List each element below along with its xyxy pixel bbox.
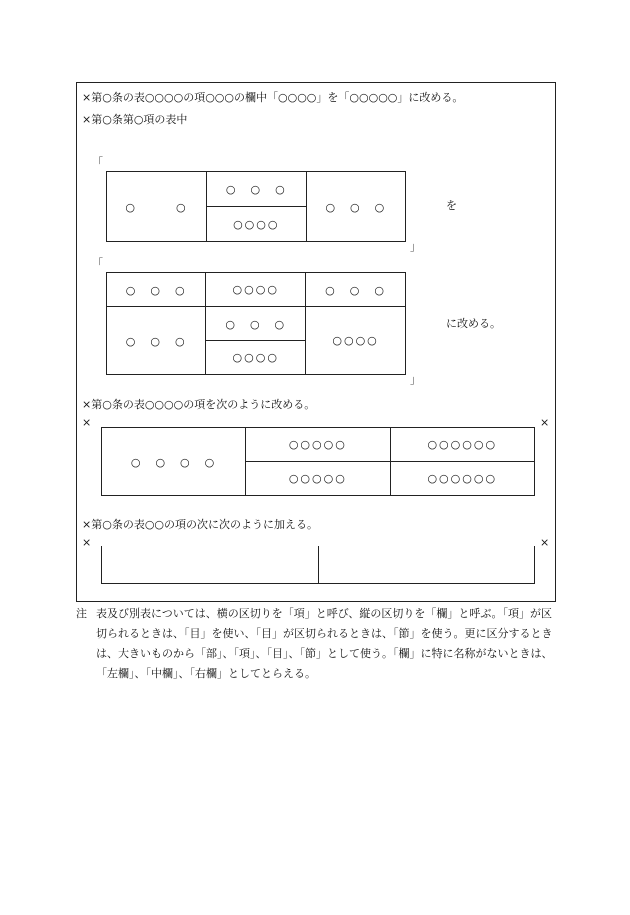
table-after-r1c3: ○ ○ ○ [306, 273, 406, 307]
table-replace-mid-bottom: ○○○○○ [246, 462, 390, 496]
cross-mark-right: × [540, 536, 550, 549]
instruction-line-4: ×第○条の表○○の項の次に次のように加える。 [82, 518, 319, 531]
cross-mark-left: × [82, 416, 92, 429]
table-replace-right-top: ○○○○○○ [390, 428, 534, 462]
table-before-right: ○ ○ ○ [306, 172, 405, 242]
table-replace-left: ○ ○ ○ ○ [102, 428, 246, 496]
close-bracket: 」 [410, 373, 421, 386]
table-replace-mid-top: ○○○○○ [246, 428, 390, 462]
instruction-line-2: ×第○条第○項の表中 [82, 113, 188, 126]
footnote-label: 注 [76, 607, 87, 620]
instruction-line-3: ×第○条の表○○○○の項を次のように改める。 [82, 398, 316, 411]
suffix-aratameru: に改める。 [446, 317, 501, 330]
table-add-empty [101, 546, 535, 584]
footnote-text: 表及び別表については、横の区切りを「項」と呼び、縦の区切りを「欄」と呼ぶ。「項」が区切られるときは、「目」を使い、「目」が区切られるときは、「節」を使う。更に区分するときは、大きいものから「部」、「項」、「目」、「節」として使う。「欄」に特に名称がないときは、「左欄」、「中欄」、「右欄」としてとらえる。 [96, 607, 553, 680]
table-after-r1c2: ○○○○ [206, 273, 306, 307]
table-add-divider [318, 546, 319, 583]
open-bracket: 「 [92, 156, 103, 169]
table-before-left: ○ ○ [107, 172, 207, 242]
cross-mark-right: × [540, 416, 550, 429]
cross-mark-left: × [82, 536, 92, 549]
suffix-wo: を [446, 199, 457, 212]
table-before-mid-top: ○ ○ ○ [206, 172, 306, 207]
table-after-r2c2-top: ○ ○ ○ [206, 307, 306, 341]
table-after-r2c1: ○ ○ ○ [107, 307, 206, 375]
table-after-r2c2-bottom: ○○○○ [206, 341, 306, 375]
table-before [106, 171, 406, 242]
table-replace [101, 427, 535, 496]
close-bracket: 」 [410, 240, 421, 253]
table-replace-right-bottom: ○○○○○○ [390, 462, 534, 496]
table-after-r1c1: ○ ○ ○ [107, 273, 206, 307]
table-after-r2c3: ○○○○ [306, 307, 406, 375]
open-bracket: 「 [92, 257, 103, 270]
table-before-mid-bottom: ○○○○ [206, 207, 306, 242]
instruction-line-1: ×第○条の表○○○○の項○○○の欄中「○○○○」を「○○○○○」に改める。 [82, 91, 464, 104]
table-after [106, 272, 406, 375]
footnote [76, 604, 560, 684]
